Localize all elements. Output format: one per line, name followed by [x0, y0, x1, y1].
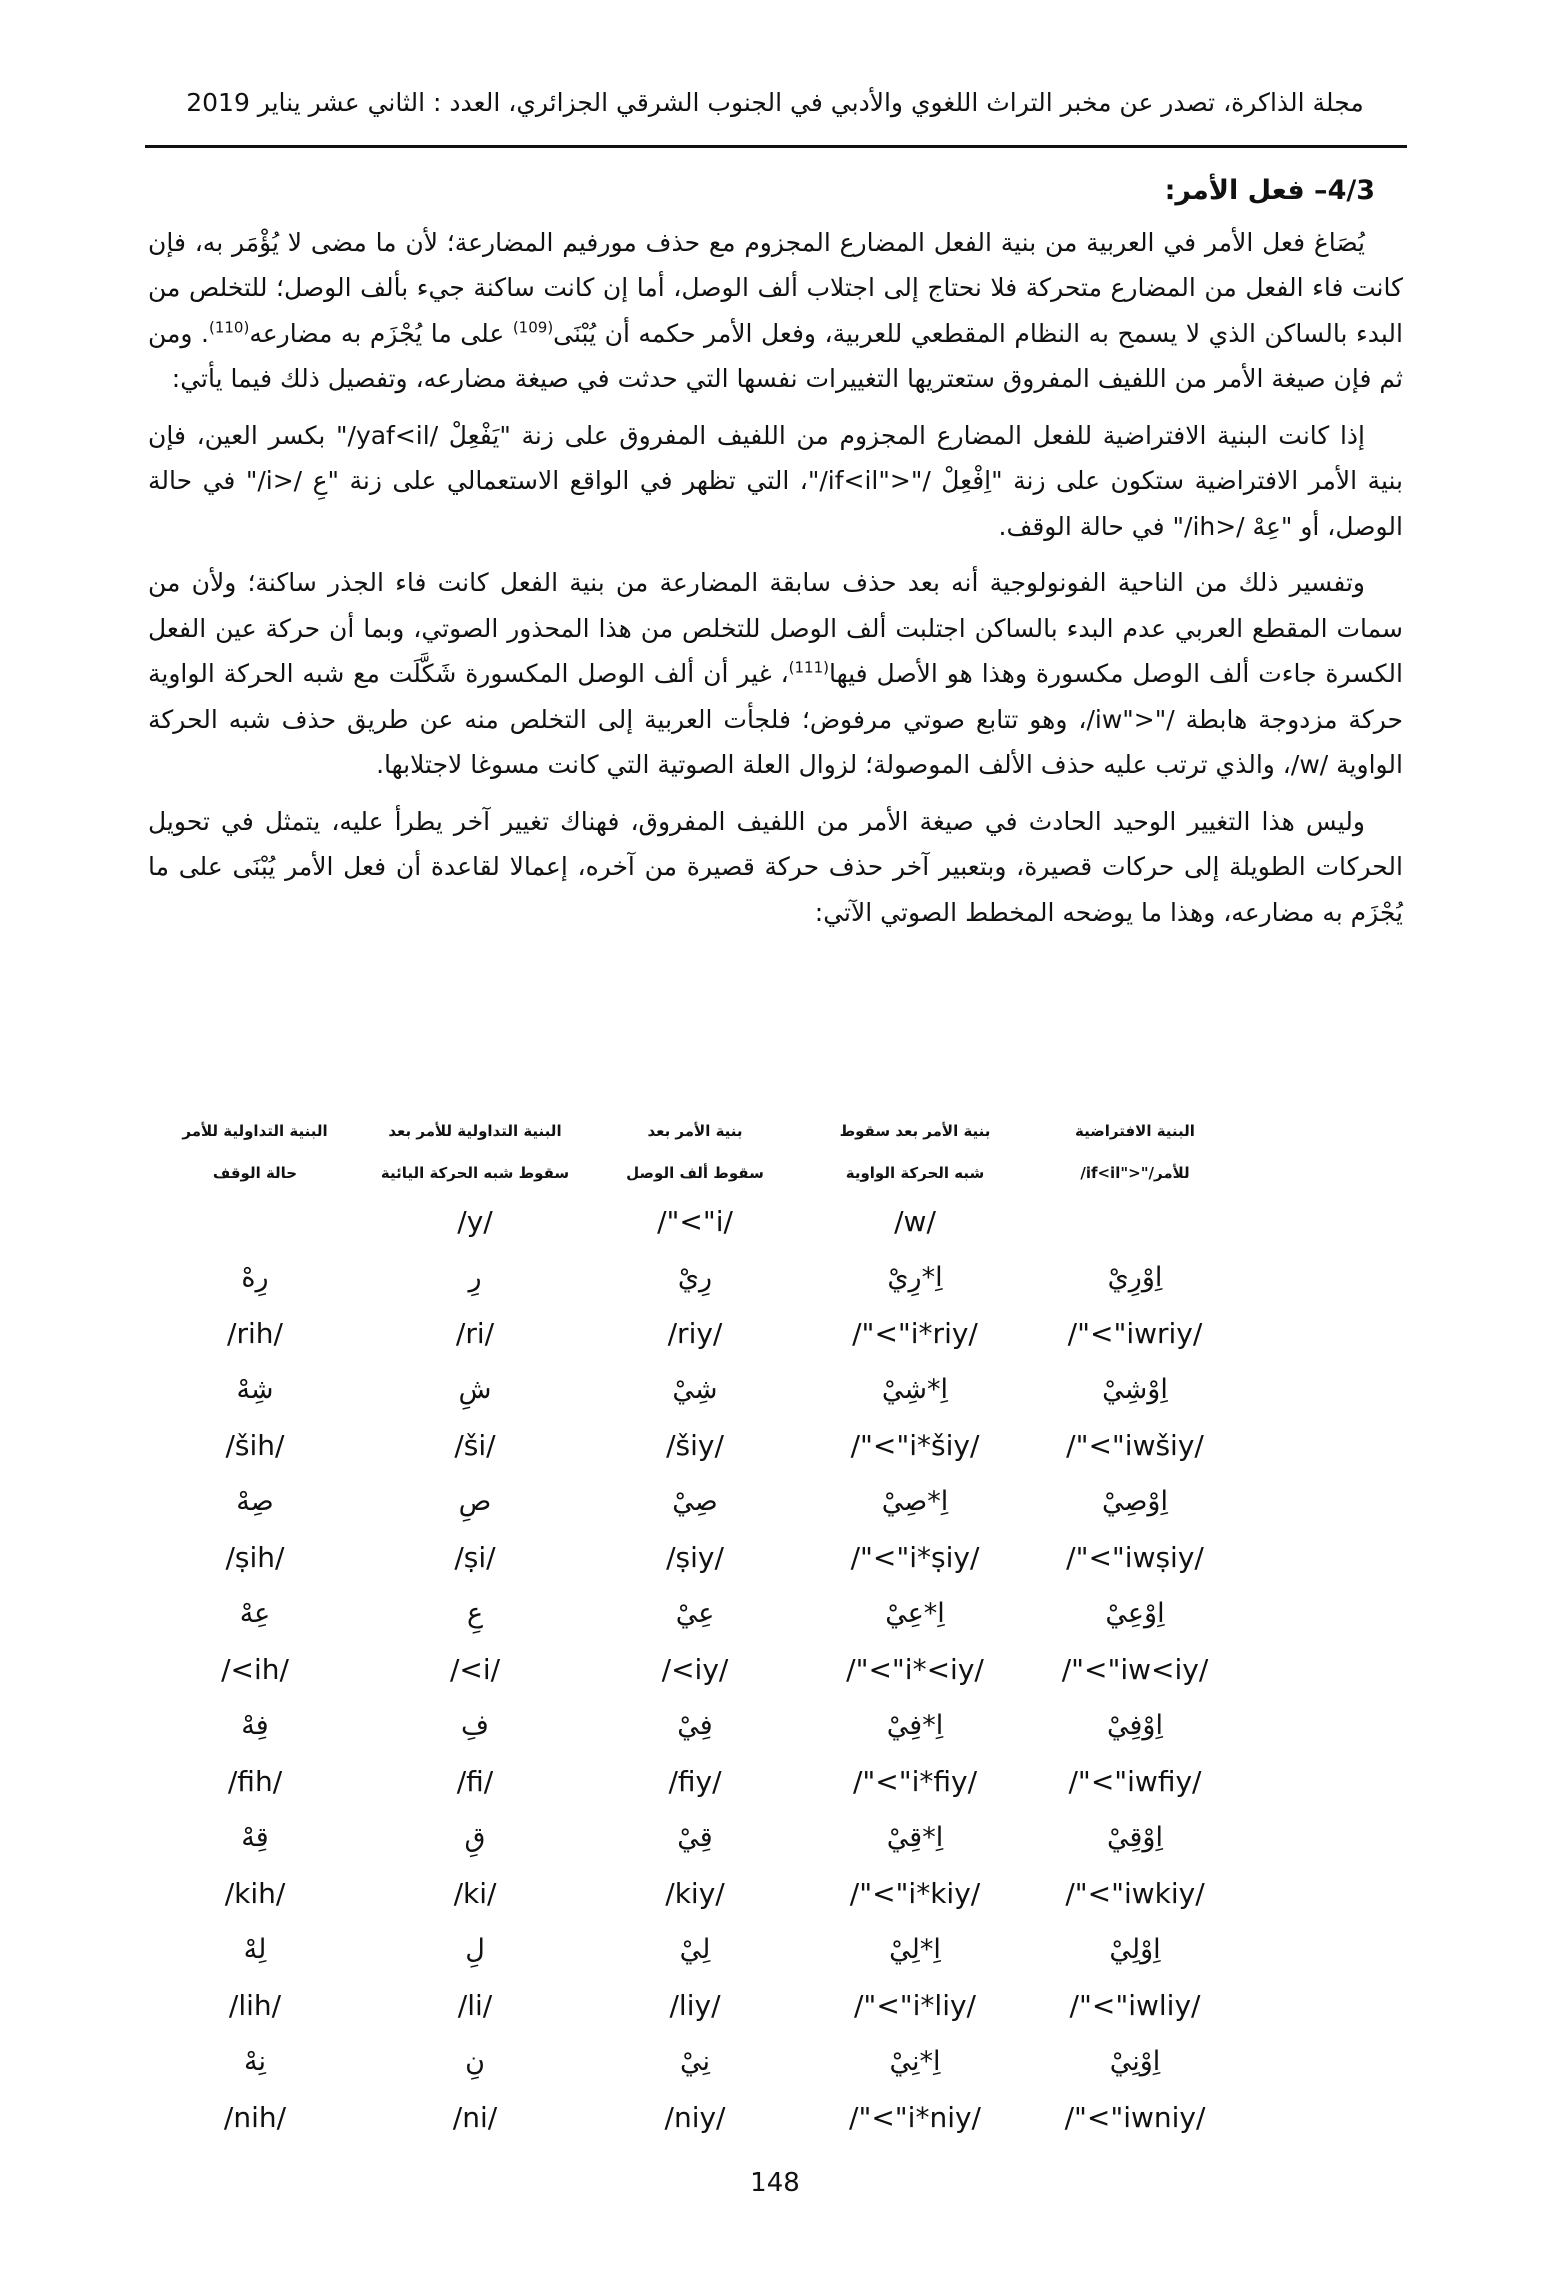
table-cell: /lih/: [228, 1989, 282, 2022]
table-row-transcription: [145, 1642, 1407, 1698]
table-row-transcription: [145, 1978, 1407, 2034]
table-body: [145, 1250, 1407, 2146]
table-cell: شِهْ: [236, 1374, 274, 1405]
table-cell: /"<"iwliy/: [1069, 1989, 1201, 2022]
table-header-row: [145, 1152, 1407, 1194]
table-cell: /ṣi/: [454, 1541, 496, 1574]
table-cell: /ri/: [455, 1317, 495, 1350]
phonetic-scheme-table: [145, 1110, 1407, 2146]
table-cell: لِ: [465, 1934, 485, 1965]
table-row-transcription: [145, 1418, 1407, 1474]
table-header: حالة الوقف: [212, 1164, 298, 1182]
header-divider: [145, 145, 1407, 148]
table-cell: /ṣih/: [225, 1541, 285, 1574]
table-cell: اِ*صِيْ: [881, 1486, 949, 1517]
table-cell: /ki/: [453, 1877, 497, 1910]
table-cell: /riy/: [667, 1317, 723, 1350]
table-cell: /ni/: [452, 2101, 498, 2134]
table-cell: /"<"iwšiy/: [1066, 1429, 1204, 1462]
table-header: البنية التداولية للأمر بعد: [388, 1122, 562, 1140]
table-cell: اِ*لِيْ: [889, 1934, 941, 1965]
table-cell: /"<"iwkiy/: [1065, 1877, 1205, 1910]
dropped-segments-row: [145, 1194, 1407, 1250]
table-cell: اِوْشِيْ: [1102, 1374, 1168, 1405]
table-row-arabic: [145, 1250, 1407, 1306]
table-cell: رِ: [468, 1262, 482, 1293]
table-cell: /"<"i*<iy/: [846, 1653, 984, 1686]
table-header: البنية التداولية للأمر: [182, 1122, 328, 1140]
table-cell: /liy/: [669, 1989, 721, 2022]
table-cell: صِ: [458, 1486, 492, 1517]
table-cell: /fiy/: [668, 1765, 722, 1798]
table-cell: رِيْ: [677, 1262, 713, 1293]
table-cell: نِ: [465, 2046, 485, 2077]
table-cell: قِيْ: [677, 1822, 713, 1853]
table-row-arabic: [145, 1586, 1407, 1642]
table-cell: /ṣiy/: [666, 1541, 724, 1574]
table-cell: فِ: [461, 1710, 489, 1741]
table-cell: اِوْقِيْ: [1107, 1822, 1163, 1853]
table-cell: /<ih/: [221, 1653, 289, 1686]
section-title: 4/3– فعل الأمر:: [1164, 175, 1375, 206]
table-cell: /fi/: [456, 1765, 494, 1798]
table-header: للأمر/"<"if<il/: [1080, 1164, 1190, 1182]
table-cell: /rih/: [227, 1317, 283, 1350]
table-cell: /niy/: [664, 2101, 726, 2134]
table-cell: شِ: [458, 1374, 492, 1405]
table-cell: /kiy/: [665, 1877, 725, 1910]
journal-header: مجلة الذاكرة، تصدر عن مخبر التراث اللغوي والأدبي في الجنوب الشرقي الجزائري، العدد : الثاني عشر يناير 2019: [186, 88, 1364, 117]
table-cell: عِيْ: [675, 1598, 715, 1629]
table-cell: /<i/: [449, 1653, 501, 1686]
paragraph-3: وتفسير ذلك من الناحية الفونولوجية أنه بعد حذف سابقة المضارعة من بنية الفعل كانت فاء الجذر ساكنة؛ ولأن من سمات المقطع العربي عدم البدء بالساكن اجتلبت ألف الوصل للتخلص من هذا المحذور الصوتي، وبما أن حركة عين الفعل الكسرة جاءت ألف الوصل مكسورة وهذا هو الأصل فيها$^{(111)}$، غير أن ألف الوصل المكسورة شَكَّلَت مع شبه الحركة الواوية حركة مزدوجة هابطة /"<"iw/، وهو تتابع صوتي مرفوض؛ فلجأت العربية إلى التخلص منه عن طريق حذف شبه الحركة الواوية /w/، والذي ترتب عليه حذف الألف الموصولة؛ لزوال العلة الصوتية التي كانت مسوغا لاجتلابها.: [148, 568, 1403, 779]
table-cell: شِيْ: [672, 1374, 718, 1405]
table-row-arabic: [145, 1922, 1407, 1978]
table-cell: /fih/: [227, 1765, 283, 1798]
table-cell: فِهْ: [241, 1710, 269, 1741]
table-cell: /"<"i*ṣiy/: [850, 1541, 980, 1574]
table-row-arabic: [145, 1698, 1407, 1754]
table-cell: /"<"iw<iy/: [1061, 1653, 1209, 1686]
table-header: البنية الافتراضية: [1075, 1122, 1195, 1140]
table-cell: صِهْ: [236, 1486, 274, 1517]
table-cell: /šiy/: [666, 1429, 724, 1462]
table-cell: /"<"iwfiy/: [1068, 1765, 1202, 1798]
table-cell: /li/: [457, 1989, 493, 2022]
table-cell: اِ*شِيْ: [881, 1374, 949, 1405]
table-header: سقوط ألف الوصل: [626, 1164, 764, 1182]
table-cell: اِوْعِيْ: [1105, 1598, 1165, 1629]
table-cell: صِيْ: [672, 1486, 718, 1517]
table-row-transcription: [145, 1866, 1407, 1922]
table-cell: نِهْ: [244, 2046, 266, 2077]
dropped-segment: /w/: [894, 1205, 936, 1238]
dropped-segment: /"<"i/: [657, 1205, 733, 1238]
table-cell: اِوْفِيْ: [1107, 1710, 1163, 1741]
table-cell: /ših/: [225, 1429, 285, 1462]
table-cell: /"<"i*kiy/: [849, 1877, 981, 1910]
table-cell: فِيْ: [677, 1710, 713, 1741]
table-header-row: [145, 1110, 1407, 1152]
article-body: [148, 168, 1403, 946]
dropped-segment: /y/: [457, 1205, 493, 1238]
table-cell: اِ*فِيْ: [886, 1710, 944, 1741]
footnote-ref: (111): [788, 658, 829, 677]
table-cell: عِهْ: [239, 1598, 271, 1629]
table-cell: لِيْ: [679, 1934, 711, 1965]
table-cell: اِوْرِيْ: [1107, 1262, 1163, 1293]
table-cell: /"<"iwṣiy/: [1066, 1541, 1204, 1574]
table-cell: /kih/: [224, 1877, 286, 1910]
table-header: بنية الأمر بعد سقوط: [839, 1122, 991, 1140]
table-cell: /"<"i*fiy/: [852, 1765, 978, 1798]
table-cell: /"<"i*šiy/: [850, 1429, 980, 1462]
table-header: سقوط شبه الحركة اليائية: [380, 1164, 570, 1182]
table-cell: /"<"iwriy/: [1067, 1317, 1203, 1350]
table-cell: لِهْ: [243, 1934, 267, 1965]
table-header: شبه الحركة الواوية: [845, 1164, 985, 1182]
table-row-arabic: [145, 2034, 1407, 2090]
table-cell: عِ: [466, 1598, 484, 1629]
footnote-ref: (109): [512, 318, 554, 337]
table-cell: اِ*رِيْ: [887, 1262, 943, 1293]
table-cell: رِهْ: [241, 1262, 269, 1293]
table-row-transcription: [145, 1530, 1407, 1586]
table-cell: /"<"iwniy/: [1064, 2101, 1206, 2134]
table-row-arabic: [145, 1810, 1407, 1866]
table-cell: /"<"i*riy/: [852, 1317, 978, 1350]
paragraph-4: وليس هذا التغيير الوحيد الحادث في صيغة الأمر من اللفيف المفروق، فهناك تغيير آخر يطرأ عليه، يتمثل في تحويل الحركات الطويلة إلى حركات قصيرة، وبتعبير آخر حذف حركة قصيرة من آخره، إعمالا لقاعدة أن فعل الأمر يُبْنَى على ما يُجْزَم به مضارعه، وهذا ما يوضحه المخطط الصوتي الآتي:: [148, 806, 1403, 927]
table-header: بنية الأمر بعد: [647, 1122, 743, 1140]
table-row-arabic: [145, 1362, 1407, 1418]
table-cell: /ši/: [454, 1429, 496, 1462]
table-cell: /"<"i*niy/: [849, 2101, 981, 2134]
table-cell: /nih/: [223, 2101, 287, 2134]
footnote-ref: (110): [208, 318, 250, 337]
table-cell: /<iy/: [661, 1653, 729, 1686]
paragraph-2: إذا كانت البنية الافتراضية للفعل المضارع المجزوم من اللفيف المفروق على زنة "يَفْعِلْ /yaf<il/" بكسر العين، فإن بنية الأمر الافتراضية ستكون على زنة "اِفْعِلْ /"<"if<il/"، التي تظهر في الواقع الاستعمالي على زنة "عِ /<i/" في حالة الوصل، أو "عِهْ /<ih/" في حالة الوقف.: [148, 420, 1403, 541]
table-cell: قِ: [464, 1822, 486, 1853]
table-cell: /"<"i*liy/: [854, 1989, 976, 2022]
table-cell: اِ*نِيْ: [889, 2046, 941, 2077]
table-row-transcription: [145, 2090, 1407, 2146]
page-number: 148: [750, 2168, 800, 2198]
table-cell: اِوْلِيْ: [1109, 1934, 1161, 1965]
table-cell: اِوْنِيْ: [1109, 2046, 1161, 2077]
paragraph-1: يُصَاغ فعل الأمر في العربية من بنية الفعل المضارع المجزوم مع حذف مورفيم المضارعة؛ لأن ما مضى لا يُؤْمَر به، فإن كانت فاء الفعل من المضارع متحركة فلا نحتاج إلى اجتلاب ألف الوصل، أما إن كانت ساكنة جيء بألف الوصل؛ للتخلص من البدء بالساكن الذي لا يسمح به النظام المقطعي للعربية، وفعل الأمر حكمه أن يُبْنَى$^{(109)}$ على ما يُجْزَم به مضارعه$^{(110)}$. ومن ثم فإن صيغة الأمر من اللفيف المفروق ستعتريها التغييرات نفسها التي حدثت في صيغة مضارعه، وتفصيل ذلك فيما يأتي:: [148, 227, 1403, 393]
table-cell: قِهْ: [241, 1822, 269, 1853]
table-row-transcription: [145, 1754, 1407, 1810]
table-row-arabic: [145, 1474, 1407, 1530]
table-cell: اِوْصِيْ: [1102, 1486, 1168, 1517]
table-cell: نِيْ: [679, 2046, 711, 2077]
table-cell: اِ*عِيْ: [885, 1598, 945, 1629]
table-cell: اِ*قِيْ: [886, 1822, 944, 1853]
table-row-transcription: [145, 1306, 1407, 1362]
